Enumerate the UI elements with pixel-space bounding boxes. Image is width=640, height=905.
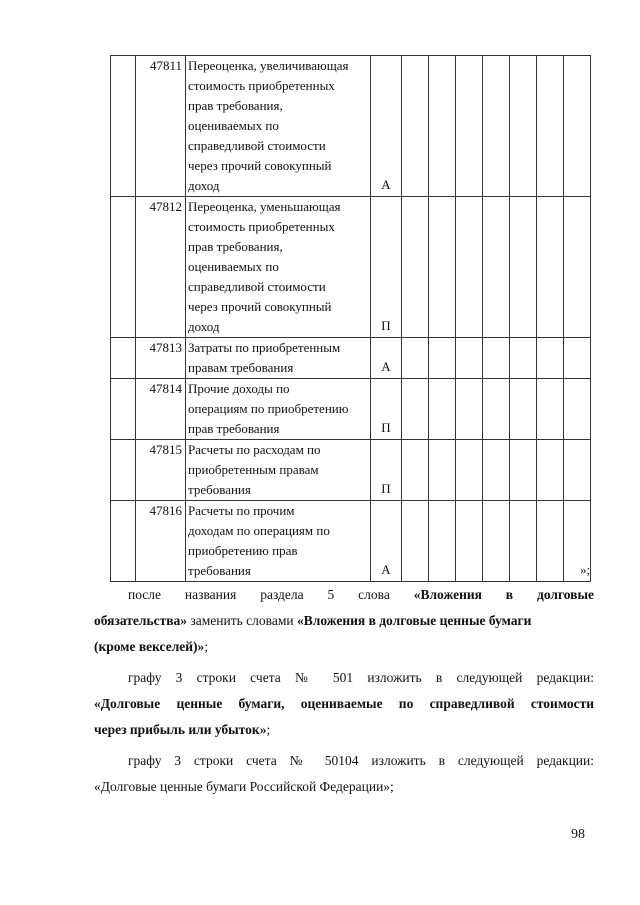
empty-cell xyxy=(483,440,510,501)
paragraph-line: графу 3 строки счета № 50104 изложить в следующей редакции: xyxy=(128,753,594,768)
empty-cell xyxy=(483,379,510,440)
paragraph-line: обязательства» заменить словами «Вложения в долговые ценные бумаги xyxy=(94,613,532,628)
account-name-line: прав требования xyxy=(188,421,280,436)
account-name-line: Расчеты по прочим xyxy=(188,503,295,518)
account-name xyxy=(186,338,371,379)
account-name-line: доход xyxy=(188,178,220,193)
paragraph-account-50104 xyxy=(94,748,594,800)
account-number: 47816 xyxy=(136,501,186,582)
account-name-line: справедливой стоимости xyxy=(188,279,326,294)
account-number: 47813 xyxy=(136,338,186,379)
account-name-line: доход xyxy=(188,319,220,334)
paragraph-line: «Долговые ценные бумаги Российской Федерации»; xyxy=(94,779,394,794)
account-name-line: Затраты по приобретенным xyxy=(188,340,341,355)
empty-cell xyxy=(564,379,591,440)
account-name xyxy=(186,56,371,197)
empty-cell xyxy=(456,501,483,582)
account-type: П xyxy=(371,440,402,501)
empty-cell xyxy=(402,379,429,440)
account-type: А xyxy=(371,501,402,582)
empty-cell xyxy=(402,440,429,501)
empty-cell xyxy=(564,197,591,338)
table-row xyxy=(111,440,591,501)
page-number: 98 xyxy=(571,827,585,842)
account-type: А xyxy=(371,56,402,197)
paragraph-line: графу 3 строки счета № 501 изложить в следующей редакции: xyxy=(128,670,594,685)
account-name xyxy=(186,197,371,338)
paragraph-section-rename xyxy=(94,582,594,660)
account-name-line: требования xyxy=(188,563,251,578)
empty-cell xyxy=(429,197,456,338)
account-number: 47811 xyxy=(136,56,186,197)
account-name-line: Переоценка, увеличивающая xyxy=(188,58,349,73)
empty-cell xyxy=(564,338,591,379)
empty-cell xyxy=(456,440,483,501)
empty-cell xyxy=(111,56,136,197)
account-name-line: требования xyxy=(188,482,251,497)
empty-cell xyxy=(402,56,429,197)
account-name-line: стоимость приобретенных xyxy=(188,219,335,234)
empty-cell xyxy=(537,379,564,440)
account-name xyxy=(186,379,371,440)
account-name-line: доходам по операциям по xyxy=(188,523,330,538)
empty-cell xyxy=(483,197,510,338)
paragraph-line: «Долговые ценные бумаги, оцениваемые по справедливой стоимости xyxy=(94,696,594,711)
empty-cell xyxy=(537,501,564,582)
account-name-line: правам требования xyxy=(188,360,294,375)
empty-cell xyxy=(510,338,537,379)
empty-cell xyxy=(510,501,537,582)
account-name-line: операциям по приобретению xyxy=(188,401,349,416)
table-row xyxy=(111,56,591,197)
account-name-line: прав требования, xyxy=(188,98,283,113)
account-name-line: Переоценка, уменьшающая xyxy=(188,199,341,214)
empty-cell xyxy=(510,440,537,501)
empty-cell xyxy=(456,197,483,338)
account-name-line: приобретению прав xyxy=(188,543,298,558)
account-name-line: прав требования, xyxy=(188,239,283,254)
account-name-line: приобретенным правам xyxy=(188,462,319,477)
accounts-table xyxy=(110,55,591,582)
empty-cell xyxy=(111,338,136,379)
empty-cell xyxy=(564,56,591,197)
empty-cell xyxy=(510,197,537,338)
table-row xyxy=(111,338,591,379)
empty-cell xyxy=(429,56,456,197)
paragraph-account-501 xyxy=(94,665,594,743)
account-name-line: Прочие доходы по xyxy=(188,381,290,396)
account-name-line: оцениваемых по xyxy=(188,118,279,133)
empty-cell xyxy=(537,338,564,379)
account-name-line: Расчеты по расходам по xyxy=(188,442,321,457)
empty-cell xyxy=(510,379,537,440)
table-row xyxy=(111,197,591,338)
empty-cell xyxy=(564,440,591,501)
paragraph-line: после названия раздела 5 слова «Вложения в долговые xyxy=(128,587,594,602)
account-number: 47812 xyxy=(136,197,186,338)
empty-cell xyxy=(537,440,564,501)
account-name xyxy=(186,501,371,582)
empty-cell xyxy=(456,56,483,197)
empty-cell xyxy=(483,56,510,197)
empty-cell xyxy=(402,197,429,338)
account-type: А xyxy=(371,338,402,379)
empty-cell xyxy=(483,501,510,582)
table-closing-mark: »; xyxy=(580,562,591,577)
empty-cell xyxy=(111,440,136,501)
account-name-line: справедливой стоимости xyxy=(188,138,326,153)
account-name-line: через прочий совокупный xyxy=(188,299,332,314)
account-number: 47815 xyxy=(136,440,186,501)
paragraph-line: через прибыль или убыток»; xyxy=(94,722,271,737)
empty-cell xyxy=(537,56,564,197)
empty-cell xyxy=(402,501,429,582)
account-name-line: оцениваемых по xyxy=(188,259,279,274)
paragraph-line: (кроме векселей)»; xyxy=(94,639,209,654)
account-type: П xyxy=(371,379,402,440)
empty-cell xyxy=(429,501,456,582)
account-name-line: стоимость приобретенных xyxy=(188,78,335,93)
account-number: 47814 xyxy=(136,379,186,440)
empty-cell xyxy=(429,440,456,501)
table-row xyxy=(111,379,591,440)
empty-cell xyxy=(456,379,483,440)
empty-cell xyxy=(111,197,136,338)
empty-cell xyxy=(429,338,456,379)
empty-cell xyxy=(111,501,136,582)
account-name-line: через прочий совокупный xyxy=(188,158,332,173)
account-name xyxy=(186,440,371,501)
empty-cell xyxy=(510,56,537,197)
empty-cell xyxy=(483,338,510,379)
empty-cell xyxy=(402,338,429,379)
table-row xyxy=(111,501,591,582)
empty-cell xyxy=(111,379,136,440)
account-type: П xyxy=(371,197,402,338)
empty-cell xyxy=(537,197,564,338)
empty-cell xyxy=(456,338,483,379)
empty-cell xyxy=(429,379,456,440)
accounts-table-body xyxy=(111,56,591,582)
